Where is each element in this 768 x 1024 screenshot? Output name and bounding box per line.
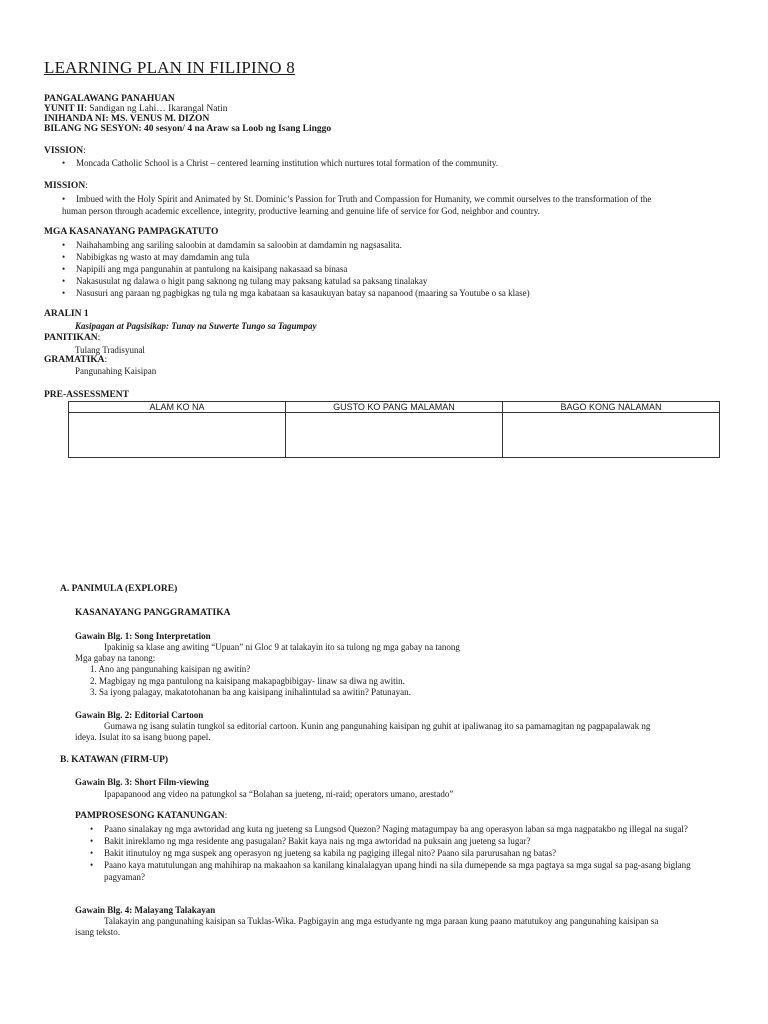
gawain-2-title: Gawain Blg. 2: Editorial Cartoon — [75, 710, 204, 720]
quarter-label: PANGALAWANG PANAHUAN — [44, 94, 175, 104]
vision-colon: : — [83, 146, 86, 156]
mission-line-1: • Imbued with the Holy Spirit and Animated by St. Dominic’s Passion for Truth and Compassion for Humanity, we commit ourselves to the transformation of the — [76, 194, 652, 204]
gawain-1-instruction: Ipakinig sa klase ang awiting “Upuan” ni Gloc 9 at talakayin ito sa tulong ng mga gabay na tanong — [104, 642, 460, 652]
mission-item — [62, 193, 742, 217]
gramatika-heading — [44, 355, 107, 365]
table-row — [69, 413, 720, 458]
gawain-1-title: Gawain Blg. 1: Song Interpretation — [75, 631, 211, 641]
skill-item: • Nasusuri ang paraan ng pagbigkas ng tula ng mga kabataan sa kasaukuyan batay sa napanood (maaring sa Youtube o sa klase) — [62, 287, 742, 299]
gawain-2-line-1: Gumawa ng isang sulatin tungkol sa editorial cartoon. Kunin ang pangunahing kaisipan ng guhit at ipaliwanag ito sa pamamagitan ng pagpapalawak ng — [104, 721, 651, 731]
guide-questions-list — [90, 664, 710, 699]
column-header: GUSTO KO PANG MALAMAN — [285, 402, 502, 413]
proseso-item: • Paano sinalakay ng mga awtoridad ang kuta ng jueteng sa Lungsod Quezon? Naging matagumpay ba ang operasyon laban sa mga nagpatakbo ng illegal na sugal? — [90, 823, 720, 835]
panimula-heading: A. PANIMULA (EXPLORE) — [60, 584, 178, 594]
table-cell[interactable] — [69, 413, 286, 458]
document-title: LEARNING PLAN IN FILIPINO 8 — [44, 58, 295, 77]
proseso-label: PAMPROSESONG KATANUNGAN — [75, 811, 225, 821]
panitikan-value: Tulang Tradisyunal — [75, 345, 145, 355]
unit-line — [44, 104, 227, 114]
panitikan-label: PANITIKAN — [44, 333, 98, 343]
proseso-list — [90, 823, 720, 883]
panitikan-colon: : — [97, 333, 101, 343]
panitikan-heading — [44, 333, 100, 343]
aralin-topic: Kasipagan at Pagsisikap: Tunay na Suwerte Tungo sa Tagumpay — [75, 321, 317, 331]
prepared-by: INIHANDA NI: MS. VENUS M. DIZON — [44, 114, 210, 124]
gawain-2-line-2: ideya. Isulat ito sa isang buong papel. — [75, 732, 211, 742]
vision-label: VISSION — [44, 146, 84, 156]
gawain-3-title: Gawain Blg. 3: Short Film-viewing — [75, 777, 209, 787]
skill-item: • Nabibigkas ng wasto at may damdamin ang tula — [62, 251, 742, 263]
proseso-item: • Bakit itinutuloy ng mga suspek ang operasyon ng jueteng sa kabila ng pagiging illegal nito? Paano sila parurusahan ng batas? — [90, 847, 720, 859]
mission-label: MISSION — [44, 181, 86, 191]
proseso-item: • Paano kaya matutulungan ang mahihirap na makaahon sa kanilang kinalalagyan upang hindi na sila dumepende sa mga pagtaya sa mga sugal sa pag-asang biglang pagyaman? — [90, 859, 720, 883]
vision-heading — [44, 146, 86, 156]
skill-item: • Nakasusulat ng dalawa o higit pang saknong ng tulang may paksang katulad sa paksang tinalakay — [62, 275, 742, 287]
guide-question: 2. Magbigay ng mga pantulong na kaisipang makapagbibigay- linaw sa diwa ng awitin. — [90, 675, 405, 686]
skills-list — [62, 239, 742, 299]
mission-line-2: human person through academic excellence, integrity, productive learning and genuine life of service for God, neighbor and country. — [62, 206, 540, 216]
gramatika-value: Pangunahing Kaisipan — [75, 366, 157, 376]
gawain-4-title: Gawain Blg. 4: Malayang Talakayan — [75, 905, 216, 915]
gawain-4-line-1: Talakayin ang pangunahing kaisipan sa Tuklas-Wika. Pagbigayin ang mga estudyante ng mga paraan kung paano matutukoy ang pangunahing kaisipan sa — [104, 916, 659, 926]
gawain-3-instruction: Ipapapanood ang video na patungkol sa “Bolahan sa jueteng, ni-raid; operators umano, arestado” — [104, 789, 454, 799]
table-cell[interactable] — [502, 413, 719, 458]
mission-list — [62, 193, 742, 217]
aralin-heading: ARALIN 1 — [44, 309, 89, 319]
panimula-subheading: KASANAYANG PANGGRAMATIKA — [75, 608, 231, 618]
skill-item: • Naihahambing ang sariling saloobin at damdamin sa saloobin at damdamin ng nagsasalita. — [62, 239, 742, 251]
column-header: BAGO KONG NALAMAN — [502, 402, 719, 413]
mission-colon: : — [85, 181, 88, 191]
skill-item: • Napipili ang mga pangunahin at pantulong na kaisipang nakasaad sa binasa — [62, 263, 742, 275]
column-header: ALAM KO NA — [69, 402, 286, 413]
vision-list — [62, 157, 722, 169]
skills-heading: MGA KASANAYANG PAMPAGKATUTO — [44, 227, 219, 237]
proseso-colon: : — [224, 811, 228, 821]
session-count: BILANG NG SESYON: 40 sesyon/ 4 na Araw sa Loob ng Isang Linggo — [44, 124, 332, 134]
table-cell[interactable] — [285, 413, 502, 458]
proseso-heading — [75, 811, 227, 822]
proseso-item: • Bakit inireklamo ng mga residente ang pasugalan? Bakit kaya nais ng mga awtoridad na puksain ang jueteng sa lugar? — [90, 835, 720, 847]
guide-questions-label: Mga gabay na tanong: — [75, 653, 156, 663]
mission-heading — [44, 181, 88, 191]
gawain-4-line-2: isang teksto. — [75, 927, 120, 937]
pre-assessment-table — [68, 401, 720, 458]
unit-value: : Sandigan ng Lahi… Ikarangal Natin — [84, 104, 228, 114]
pre-assessment-heading: PRE-ASSESSMENT — [44, 390, 129, 400]
gramatika-colon: : — [104, 355, 108, 365]
vision-item: • Moncada Catholic School is a Christ – centered learning institution which nurtures total formation of the community. — [62, 157, 722, 169]
guide-question: 3. Sa iyong palagay, makatotohanan ba ang kaisipang inihalintulad sa awitin? Patunayan. — [90, 687, 411, 697]
katawan-heading: B. KATAWAN (FIRM-UP) — [60, 755, 169, 765]
guide-question: 1. Ano ang pangunahing kaisipan ng awitin? — [90, 664, 251, 674]
unit-label: YUNIT II — [44, 104, 85, 114]
gramatika-label: GRAMATIKA — [44, 355, 105, 365]
